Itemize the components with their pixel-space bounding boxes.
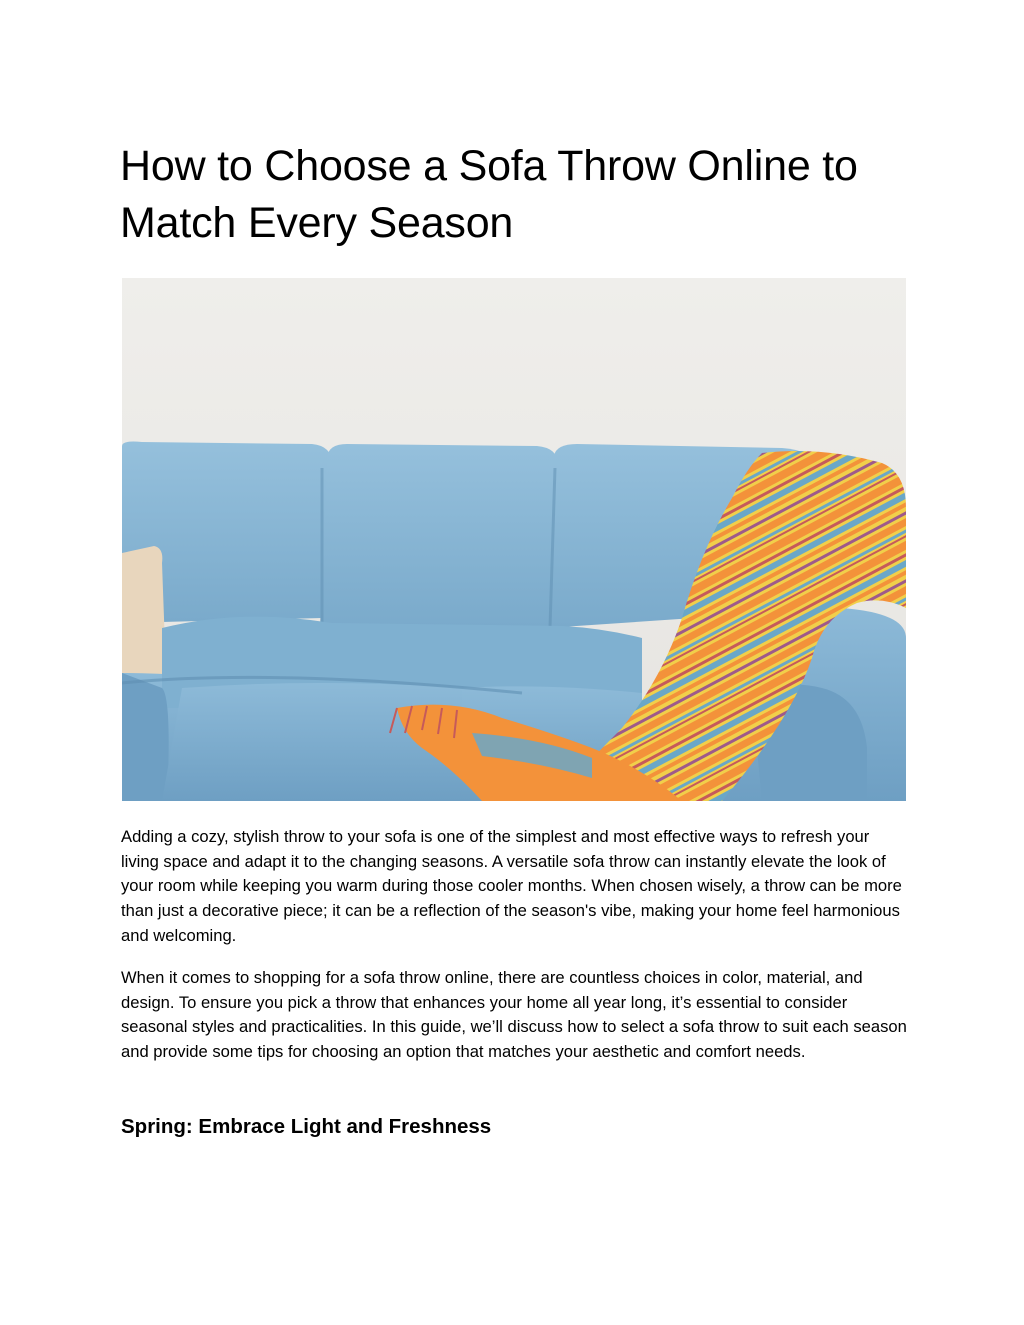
sofa-illustration <box>122 278 906 801</box>
section-heading-spring: Spring: Embrace Light and Freshness <box>121 1115 492 1138</box>
body-paragraph: When it comes to shopping for a sofa throw online, there are countless choices in color, material, and design. To ensure you pick a throw that enhances your home all year long, it’s essential to consider seasonal styles and practicalities. In this guide, we’ll discuss how to select a sofa throw to suit each season and provide some tips for choosing an option that matches your aesthetic and comfort needs. <box>121 968 907 1062</box>
page-title: How to Choose a Sofa Throw Online to Match Every Season <box>120 142 858 247</box>
intro-paragraph: Adding a cozy, stylish throw to your sofa is one of the simplest and most effective ways to refresh your living space and adapt it to the changing seasons. A versatile sofa throw can instantly elevate the look of your room while keeping you warm during those cooler months. When chosen wisely, a throw can be more than just a decorative piece; it can be a reflection of the season's vibe, making your home feel harmonious and welcoming. <box>121 827 902 945</box>
hero-image <box>122 278 906 801</box>
pillow <box>122 546 166 677</box>
back-cushion-middle <box>320 444 558 628</box>
